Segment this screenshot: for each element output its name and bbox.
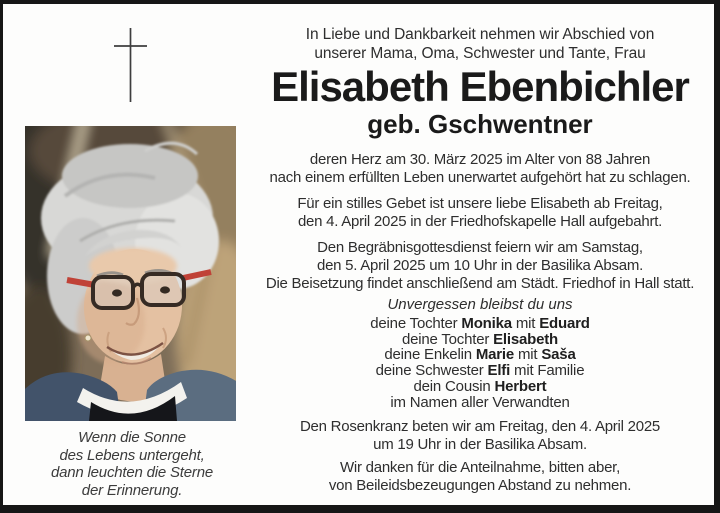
quote-line: dann leuchten die Sterne: [51, 464, 213, 481]
mourner-line: [250, 379, 710, 395]
funeral-paragraph: [250, 239, 710, 293]
mourner-line: [250, 347, 710, 363]
paragraph-line: Wir danken für die Anteilnahme, bitten aber,: [339, 459, 620, 476]
mourner-name: Elfi: [487, 362, 511, 380]
quote-line: Wenn die Sonne: [78, 429, 186, 446]
quote-line: des Lebens untergeht,: [59, 446, 205, 464]
paragraph-line: nach einem erfüllten Leben unerwartet aufgehört hat zu schlagen.: [269, 169, 691, 186]
mourner-name: Elisabeth: [493, 330, 559, 348]
mourner-text: mit: [514, 346, 542, 364]
mourner-text: deine Tochter: [370, 315, 462, 332]
intro-text: [250, 25, 710, 63]
intro-line: unserer Mama, Oma, Schwester und Tante, Frau: [314, 45, 646, 62]
deceased-name: Elisabeth Ebenbichler: [271, 63, 689, 110]
laying-out-paragraph: [250, 195, 710, 231]
mourner-line: [250, 395, 710, 411]
mourner-text: mit: [511, 315, 540, 332]
quote-line: der Erinnerung.: [81, 481, 183, 499]
remembrance-lead: Unvergessen bleibst du uns: [387, 296, 573, 313]
memorial-quote: [19, 429, 245, 499]
paragraph-line: Den Begräbnisgottesdienst feiern wir am Samstag,: [317, 239, 643, 256]
paragraph-line: von Beileidsbezeugungen Abstand zu nehmen.: [328, 477, 632, 494]
mourner-text: mit Familie: [510, 362, 585, 380]
mourner-text: dein Cousin: [413, 377, 495, 395]
mourner-line: [250, 316, 710, 332]
paragraph-line: Den Rosenkranz beten wir am Freitag, den 4. April 2025: [299, 418, 661, 435]
paragraph-line: Die Beisetzung findet anschließend am Städt. Friedhof in Hall statt.: [265, 275, 695, 292]
mourner-line: [250, 332, 710, 348]
paragraph-line: den 5. April 2025 um 10 Uhr in der Basilika Absam.: [316, 257, 644, 274]
mourners-list: [250, 316, 710, 410]
paragraph-line: um 19 Uhr in der Basilika Absam.: [373, 436, 587, 453]
mourner-name: Herbert: [494, 377, 547, 395]
maiden-name: geb. Gschwentner: [367, 109, 593, 139]
mourner-text: deine Enkelin: [384, 346, 476, 364]
mourner-line: [250, 363, 710, 379]
mourner-name: Saša: [541, 346, 576, 364]
mourner-name: Monika: [461, 315, 512, 332]
mourner-text: deine Tochter: [401, 330, 494, 348]
mourner-name: Marie: [475, 346, 515, 364]
mourner-text: im Namen aller Verwandten: [390, 393, 570, 411]
paragraph-line: deren Herz am 30. März 2025 im Alter von 88 Jahren: [309, 151, 651, 168]
cross-icon: [112, 26, 148, 106]
rosary-paragraph: [250, 418, 710, 454]
paragraph-line: Für ein stilles Gebet ist unsere liebe Elisabeth ab Freitag,: [297, 195, 663, 212]
mourner-name: Eduard: [539, 315, 590, 332]
death-paragraph: [250, 151, 710, 187]
paragraph-line: den 4. April 2025 in der Friedhofskapelle Hall aufgebahrt.: [297, 213, 663, 230]
mourner-text: deine Schwester: [375, 362, 488, 380]
thanks-paragraph: [250, 459, 710, 495]
portrait-photo: [25, 126, 236, 421]
intro-line: In Liebe und Dankbarkeit nehmen wir Abschied von: [305, 26, 655, 43]
